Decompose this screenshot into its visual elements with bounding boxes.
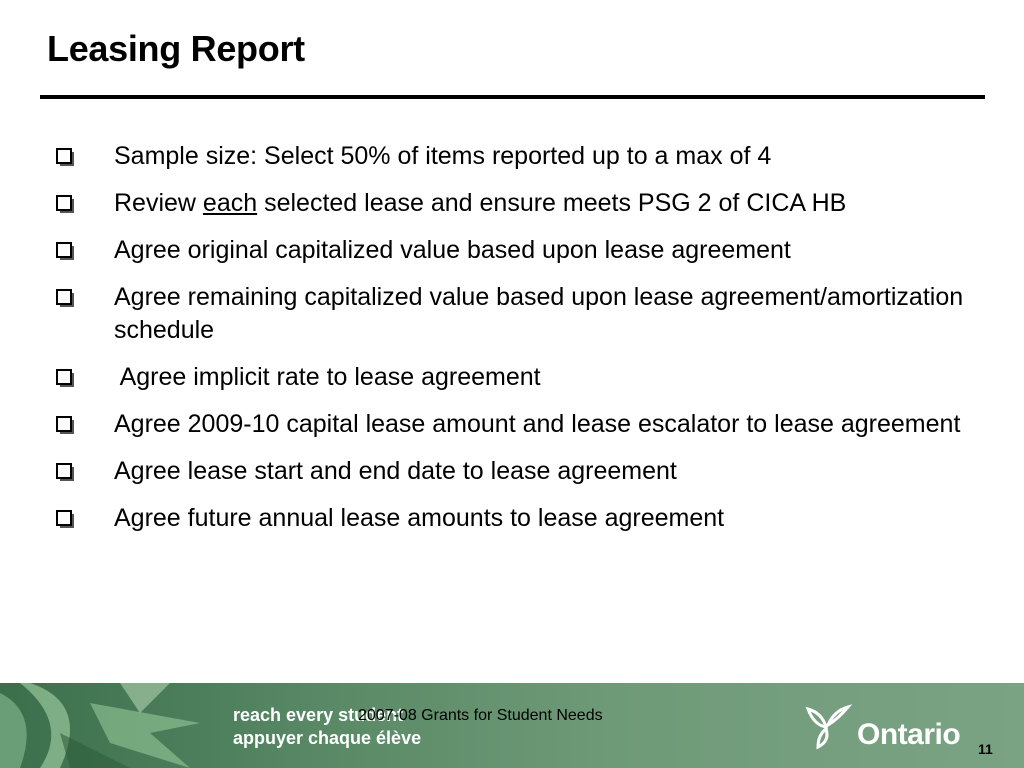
bullet-text: Agree 2009-10 capital lease amount and lease escalator to lease agreement [114,410,961,438]
tagline-french: appuyer chaque élève [233,728,422,748]
checkbox-bullet-icon [56,502,114,535]
bullet-text: Agree future annual lease amounts to lease agreement [114,504,725,532]
checkbox-bullet-icon [56,234,114,267]
bullet-text: Agree implicit rate to lease agreement [114,363,541,391]
ontario-trillium-icon [800,701,860,751]
bullet-item [56,408,976,441]
bullet-list [56,140,976,549]
checkbox-bullet-icon [56,187,114,220]
checkbox-bullet-icon [56,455,114,488]
footer-banner [0,683,1024,768]
leaf-pattern-icon [0,683,220,768]
bullet-item [56,502,976,535]
checkbox-bullet-icon [56,281,114,314]
bullet-text: Sample size: Select 50% of items reported up to a max of 4 [114,142,772,170]
bullet-item [56,361,976,394]
bullet-text-post: selected lease and ensure meets PSG 2 of CICA HB [257,189,847,217]
bullet-item [56,234,976,267]
checkbox-bullet-icon [56,140,114,173]
bullet-item [56,455,976,488]
bullet-text: Agree original capitalized value based upon lease agreement [114,236,791,264]
bullet-text: Agree remaining capitalized value based upon lease agreement/amortization schedule [114,283,964,344]
bullet-item [56,140,976,173]
tagline-english: reach every student [233,705,404,725]
slide-title: Leasing Report [47,28,305,69]
footer-caption: 2007-08 Grants for Student Needs [358,707,603,724]
checkbox-bullet-icon [56,408,114,441]
page-number: 11 [978,741,993,757]
bullet-item [56,187,976,220]
bullet-text: Agree lease start and end date to lease agreement [114,457,677,485]
ontario-wordmark: Ontario [857,718,961,751]
bullet-item [56,281,976,347]
bullet-text-pre: Review [114,189,203,217]
title-divider [40,95,985,99]
emphasized-word: each [202,189,258,217]
checkbox-bullet-icon [56,361,114,394]
bullet-text [114,187,976,220]
